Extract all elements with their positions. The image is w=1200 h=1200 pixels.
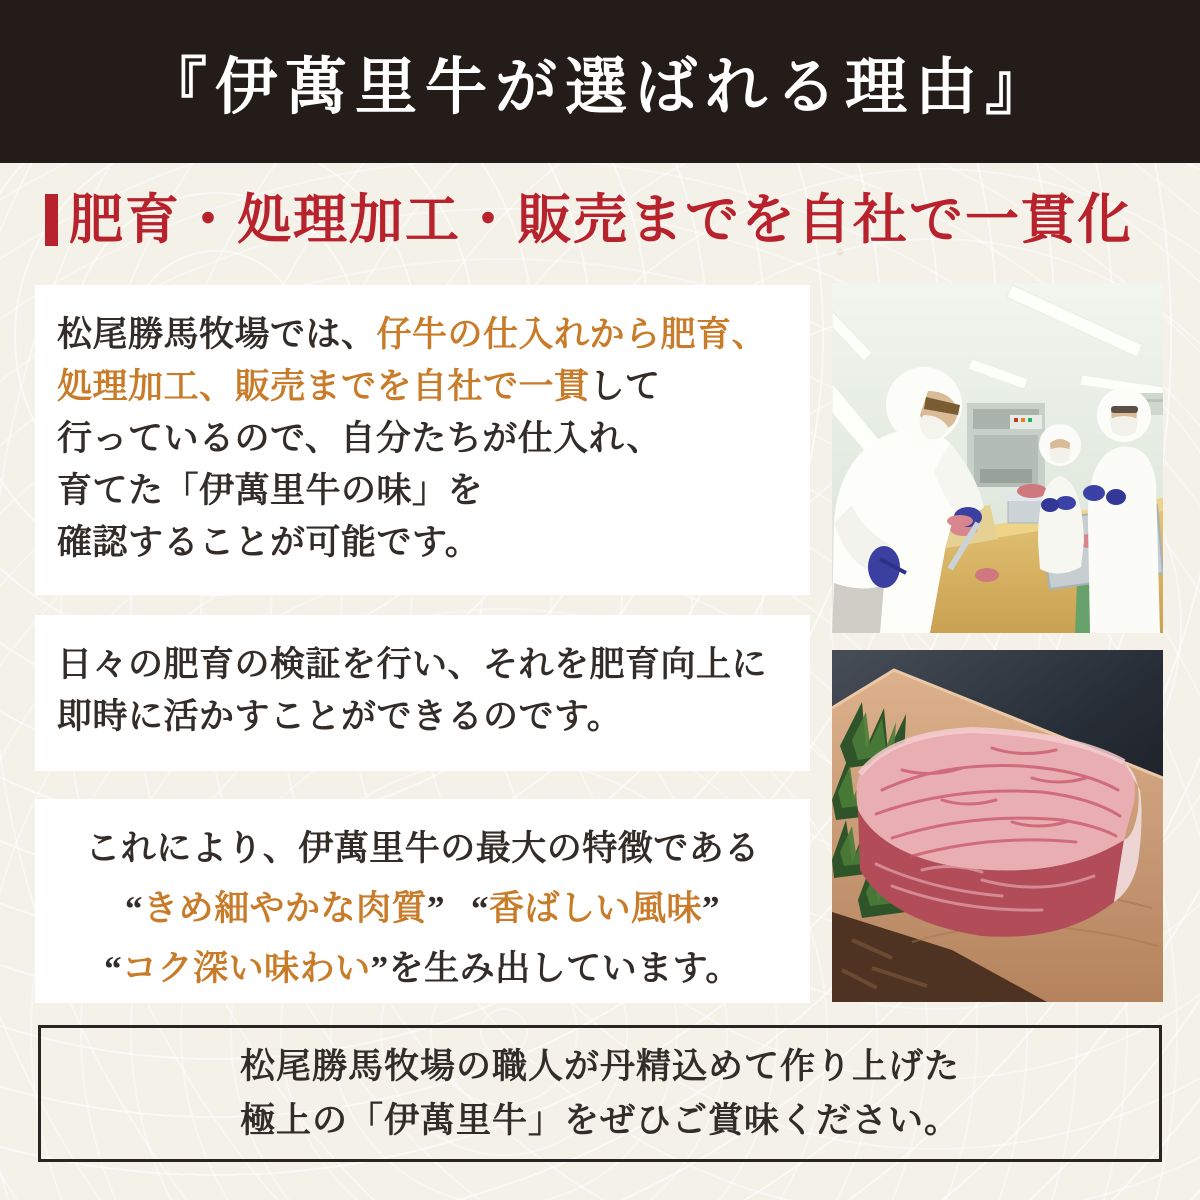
text-line: これにより、伊萬里牛の最大の特徴である xyxy=(85,829,760,868)
text-card-1 xyxy=(35,285,810,595)
text-line: 日々の肥育の検証を行い、それを肥育向上に xyxy=(57,645,768,684)
text-segment: 松尾勝馬牧場では、 xyxy=(57,315,377,354)
text-segment: “ xyxy=(124,889,143,928)
text-segment: 処理加工、販売までを自社で一貫 xyxy=(57,367,590,406)
text-line xyxy=(35,879,810,939)
text-segment: ” xyxy=(427,889,445,928)
text-segment: きめ細やかな肉質 xyxy=(142,889,427,928)
text-line xyxy=(57,309,810,361)
text-segment: を生み出しています。 xyxy=(388,949,741,988)
text-segment: 仔牛の仕入れから肥育、 xyxy=(376,315,768,354)
hero-title: 『伊萬里牛が選ばれる理由』 xyxy=(144,54,1055,122)
text-line: 行っているので、自分たちが仕入れ、 xyxy=(57,419,662,458)
beef-steak-illustration xyxy=(832,650,1163,1002)
text-line: 確認することが可能です。 xyxy=(57,523,481,562)
photo-beef-steak xyxy=(832,650,1163,1002)
text-segment: “ xyxy=(104,949,123,988)
footer-line: 松尾勝馬牧場の職人が丹精込めて作り上げた xyxy=(239,1046,960,1086)
section-heading-text: 肥育・処理加工・販売までを自社で一貫化 xyxy=(69,190,1133,250)
text-line xyxy=(35,939,810,999)
section-heading xyxy=(45,190,1133,250)
text-segment: コク深い味わい xyxy=(122,949,371,988)
photo-meat-processing xyxy=(832,283,1163,633)
worker-middle xyxy=(1038,424,1084,574)
beef-block xyxy=(856,730,1141,937)
text-line xyxy=(57,361,810,413)
text-segment: “ xyxy=(471,889,489,928)
text-segment: して xyxy=(589,367,661,406)
text-line: 即時に活かすことができるのです。 xyxy=(57,697,623,736)
text-card-2 xyxy=(35,615,810,771)
text-segment: ” xyxy=(370,949,389,988)
heading-accent-bar xyxy=(45,194,58,246)
hero-banner xyxy=(0,0,1200,163)
text-card-3 xyxy=(35,799,810,1003)
text-line: 育てた「伊萬里牛の味」を xyxy=(57,471,484,510)
meat-processing-illustration xyxy=(832,283,1163,633)
text-segment: 香ばしい風味 xyxy=(489,889,703,928)
text-segment: ” xyxy=(702,889,721,928)
footer-note-box xyxy=(38,1025,1162,1162)
footer-line: 極上の「伊萬里牛」をぜひご賞味ください。 xyxy=(239,1100,960,1140)
